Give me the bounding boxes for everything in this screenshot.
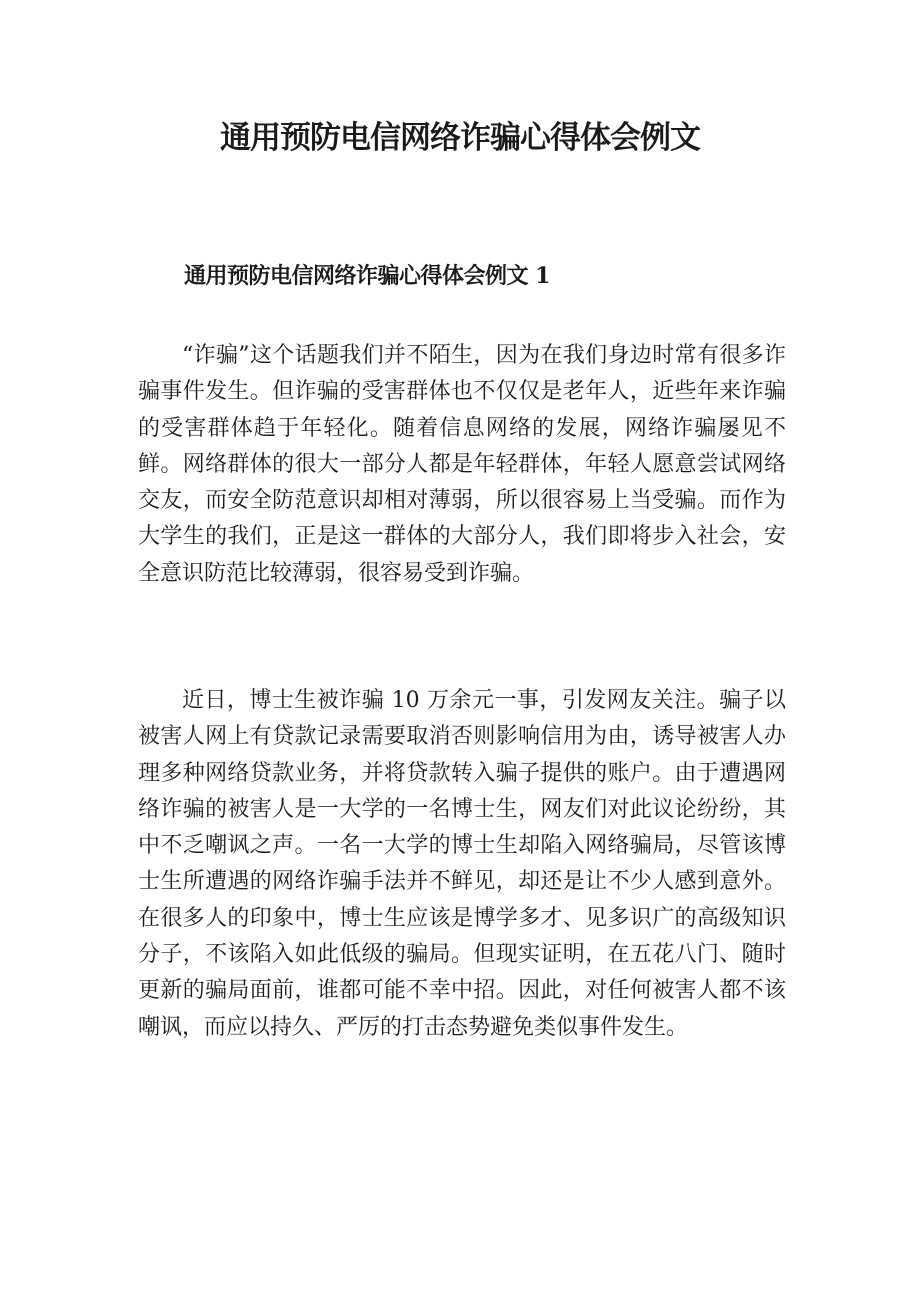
section-heading: 通用预防电信网络诈骗心得体会例文 1 [184, 263, 550, 289]
body-paragraph-1: “诈骗”这个话题我们并不陌生，因为在我们身边时常有很多诈骗事件发生。但诈骗的受害群体也不仅仅是老年人，近些年来诈骗的受害群体趋于年轻化。随着信息网络的发展，网络诈骗屡见不鲜。网络群体的很大一部分人都是年轻群体，年轻人愿意尝试网络交友，而安全防范意识却相对薄弱，所以很容易上当受骗。而作为大学生的我们，正是这一群体的大部分人，我们即将步入社会，安全意识防范比较薄弱，很容易受到诈骗。 [138, 343, 786, 586]
body-paragraph-2: 近日，博士生被诈骗 10 万余元一事，引发网友关注。骗子以被害人网上有贷款记录需要取消否则影响信用为由，诱导被害人办理多种网络贷款业务，并将贷款转入骗子提供的账户。由于遭遇网络诈骗的被害人是一大学的一名博士生，网友们对此议论纷纷，其中不乏嘲讽之声。一名一大学的博士生却陷入网络骗局，尽管该博士生所遭遇的网络诈骗手法并不鲜见，却还是让不少人感到意外。在很多人的印象中，博士生应该是博学多才、见多识广的高级知识分子，不该陷入如此低级的骗局。但现实证明，在五花八门、随时更新的骗局面前，谁都可能不幸中招。因此，对任何被害人都不该嘲讽，而应以持久、严厉的打击态势避免类似事件发生。 [138, 688, 786, 1040]
document-title: 通用预防电信网络诈骗心得体会例文 [220, 120, 700, 156]
